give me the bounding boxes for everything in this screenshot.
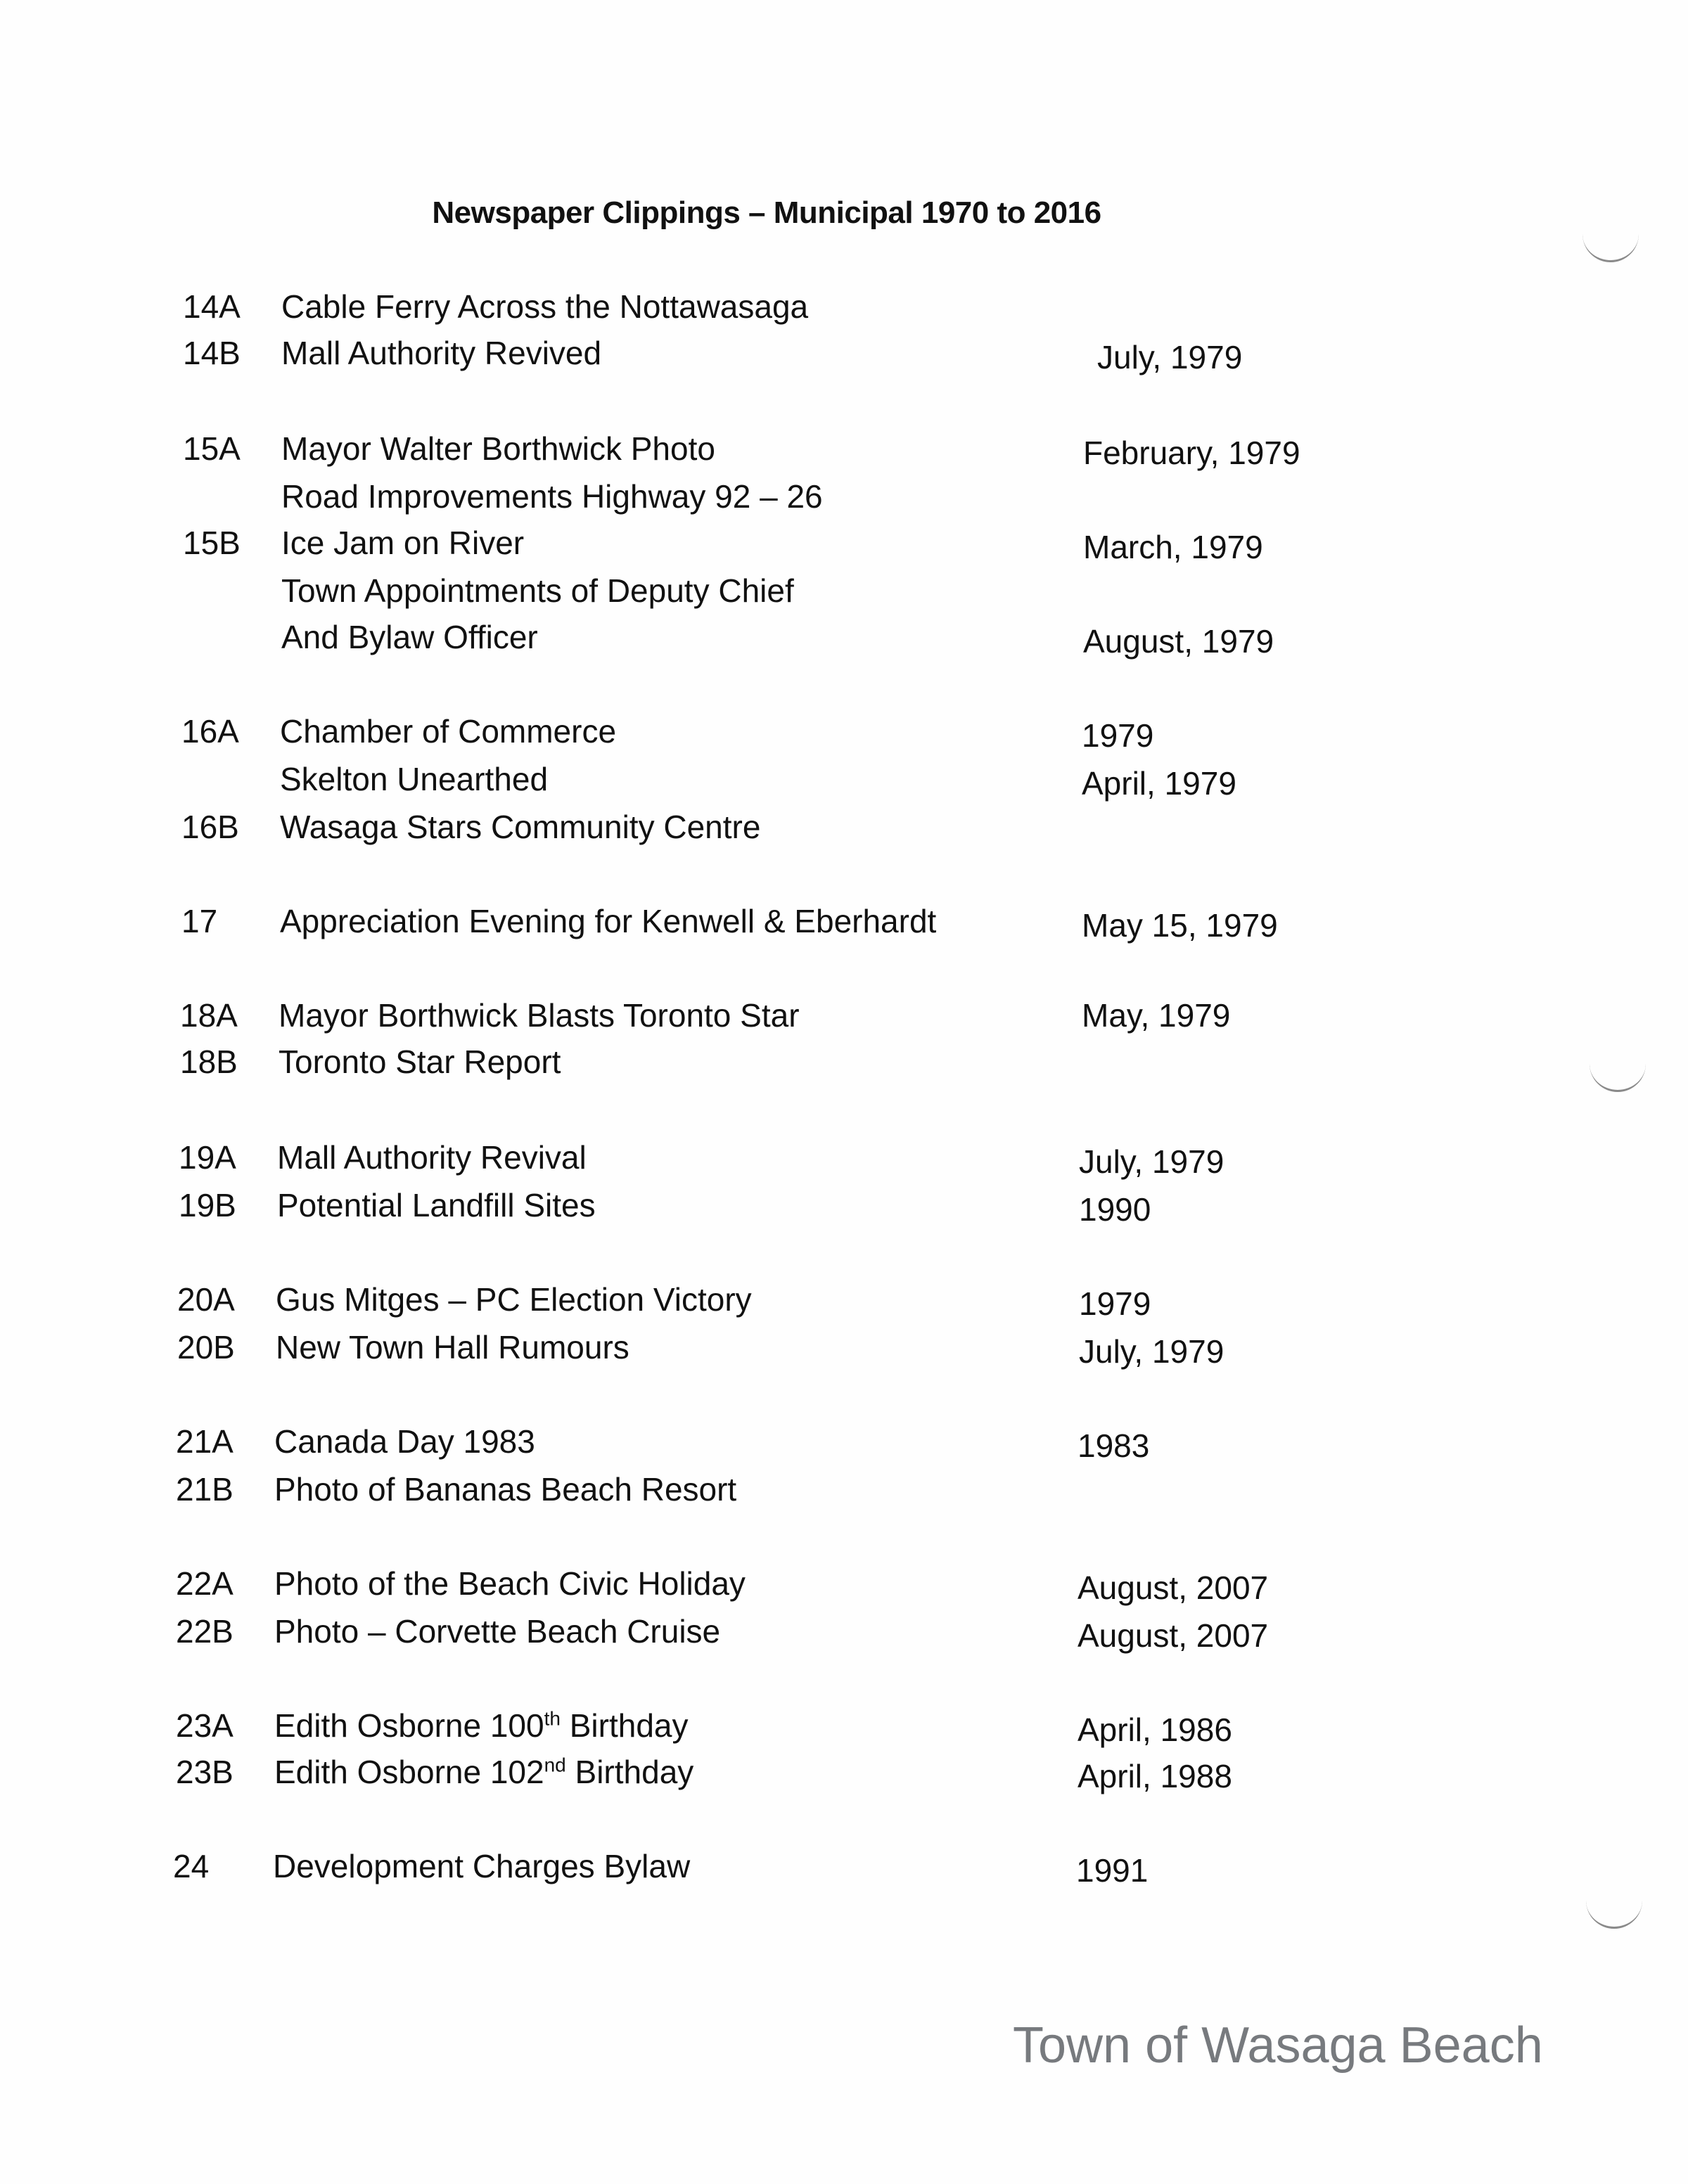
entry-title-end: Birthday <box>565 1754 694 1790</box>
entry-title: Wasaga Stars Community Centre <box>280 809 761 845</box>
entry-date: July, 1979 <box>1079 1333 1225 1370</box>
entry-title: Cable Ferry Across the Nottawasaga <box>281 288 809 325</box>
entry-number: 24 <box>173 1848 210 1884</box>
entry-number: 15A <box>183 430 241 467</box>
entry-title: Development Charges Bylaw <box>273 1848 691 1884</box>
entry-number: 18A <box>180 997 238 1034</box>
entry-date: 1990 <box>1079 1191 1151 1228</box>
watermark: Town of Wasaga Beach <box>1013 2017 1543 2074</box>
entry-title: Toronto Star Report <box>279 1043 561 1080</box>
entry-date: August, 2007 <box>1078 1617 1269 1654</box>
entry-date: 1979 <box>1079 1285 1151 1322</box>
entry-title: Ice Jam on River <box>281 525 525 561</box>
entry-number: 15B <box>183 525 241 561</box>
entry-title <box>274 1704 688 1747</box>
entry-date: February, 1979 <box>1083 435 1300 471</box>
entry-number: 20B <box>177 1329 235 1366</box>
entry-title: Appreciation Evening for Kenwell & Eberhardt <box>280 903 937 939</box>
entry-title: Canada Day 1983 <box>274 1423 535 1460</box>
entry-title: Photo – Corvette Beach Cruise <box>274 1613 721 1650</box>
entry-title: New Town Hall Rumours <box>276 1329 629 1366</box>
entry-title: Mayor Borthwick Blasts Toronto Star <box>279 997 800 1034</box>
entry-number: 18B <box>180 1043 238 1080</box>
entry-number: 16A <box>181 713 239 750</box>
entry-date: April, 1988 <box>1078 1758 1232 1794</box>
entry-date: May, 1979 <box>1082 997 1231 1034</box>
entry-title: Photo of Bananas Beach Resort <box>274 1471 737 1508</box>
entry-date: 1991 <box>1076 1852 1149 1889</box>
entry-title: Road Improvements Highway 92 – 26 <box>281 478 823 515</box>
entry-number: 14A <box>183 288 241 325</box>
entry-number: 23B <box>176 1754 234 1790</box>
entry-title: Photo of the Beach Civic Holiday <box>274 1565 746 1602</box>
entry-date: July, 1979 <box>1097 339 1243 375</box>
entry-date: 1979 <box>1082 717 1154 754</box>
entry-number: 22A <box>176 1565 234 1602</box>
entry-date: 1983 <box>1078 1427 1150 1464</box>
entry-title-main: Edith Osborne 100 <box>274 1707 544 1744</box>
entry-title: Mall Authority Revived <box>281 335 602 371</box>
entry-title: Town Appointments of Deputy Chief <box>281 572 794 609</box>
entry-date: May 15, 1979 <box>1082 907 1278 944</box>
page-title: Newspaper Clippings – Municipal 1970 to 2016 <box>432 195 1101 230</box>
entry-title: Mall Authority Revival <box>277 1139 587 1176</box>
entry-number: 16B <box>181 809 239 845</box>
entry-title: Mayor Walter Borthwick Photo <box>281 430 715 467</box>
entry-title: Gus Mitges – PC Election Victory <box>276 1281 752 1318</box>
entry-number: 20A <box>177 1281 235 1318</box>
entry-title: And Bylaw Officer <box>281 619 538 655</box>
entry-title: Chamber of Commerce <box>280 713 617 750</box>
entry-number: 22B <box>176 1613 234 1650</box>
entry-date: August, 2007 <box>1078 1569 1269 1606</box>
entry-number: 17 <box>181 903 218 939</box>
entry-number: 14B <box>183 335 241 371</box>
entry-title-end: Birthday <box>560 1707 689 1744</box>
entry-date: April, 1986 <box>1078 1711 1232 1748</box>
entry-title: Skelton Unearthed <box>280 761 549 797</box>
entry-title-main: Edith Osborne 102 <box>274 1754 544 1790</box>
entry-number: 19A <box>179 1139 236 1176</box>
entry-title-ordinal: th <box>544 1707 561 1730</box>
entry-number: 21B <box>176 1471 234 1508</box>
entry-title <box>274 1751 693 1793</box>
entry-number: 21A <box>176 1423 234 1460</box>
entry-date: April, 1979 <box>1082 765 1236 802</box>
entry-title-ordinal: nd <box>544 1754 566 1776</box>
entry-number: 19B <box>179 1187 236 1223</box>
entry-date: July, 1979 <box>1079 1143 1225 1180</box>
entry-date: March, 1979 <box>1083 529 1263 565</box>
entry-number: 23A <box>176 1707 234 1744</box>
entry-title: Potential Landfill Sites <box>277 1187 596 1223</box>
entry-date: August, 1979 <box>1083 623 1274 660</box>
